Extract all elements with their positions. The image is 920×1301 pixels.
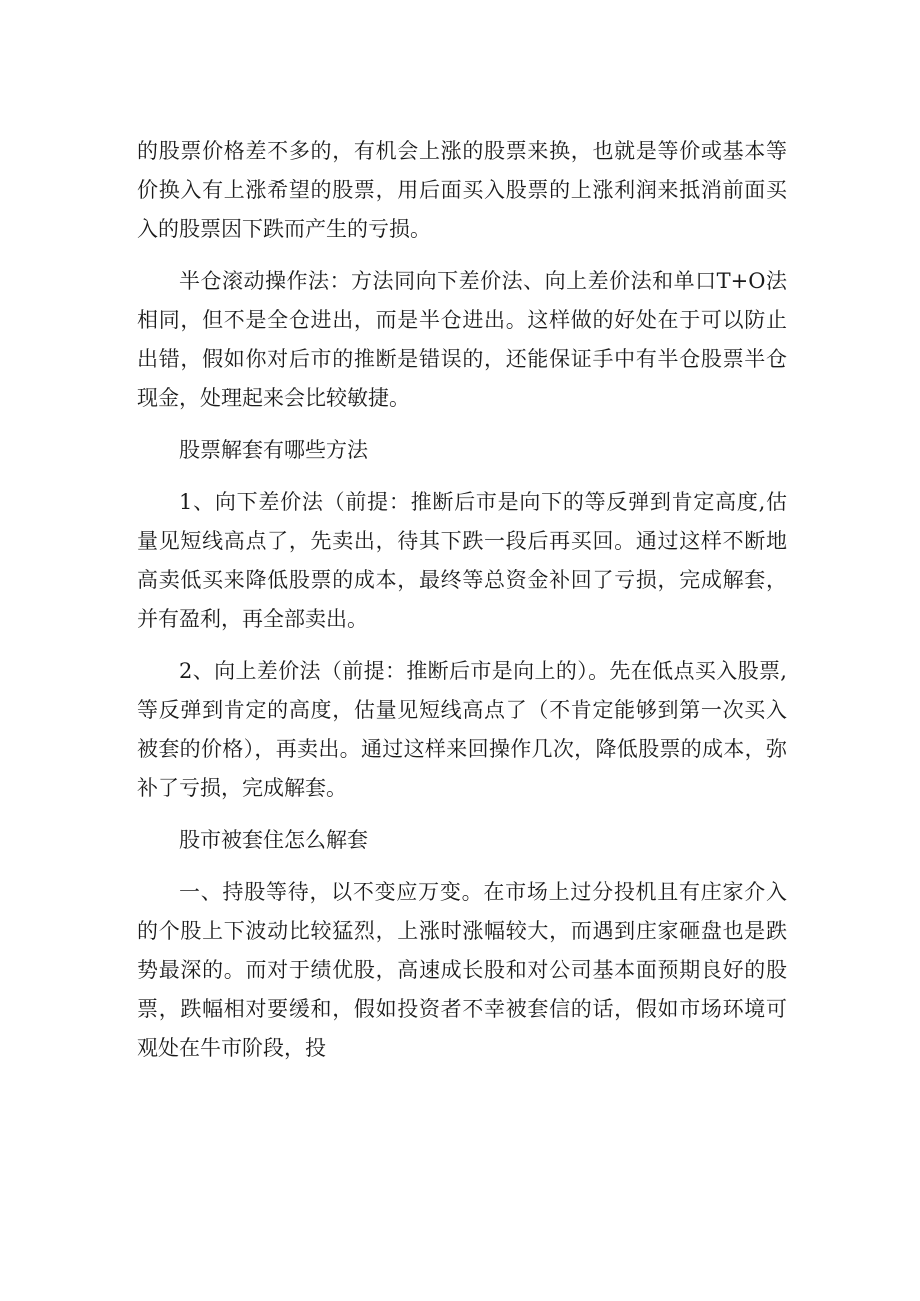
paragraph-downward-spread-method: 1、向下差价法（前提：推断后市是向下的等反弹到肯定高度,估量见短线高点了，先卖出，待其下跌一段后再买回。通过这样不断地高卖低买来降低股票的成本，最终等总资金补回了亏损，完成解套，并有盈利，再全部卖出。 xyxy=(137,490,787,631)
section-heading-how-to-unlock: 股市被套住怎么解套 xyxy=(179,828,368,852)
document-body xyxy=(137,132,787,1081)
paragraph-half-position-rolling: 半仓滚动操作法：方法同向下差价法、向上差价法和单口T+O法相同，但不是全仓进出，而是半仓进出。这样做的好处在于可以防止出错，假如你对后市的推断是错误的，还能保证手中有半仓股票半仓现金，处理起来会比较敏捷。 xyxy=(137,269,787,410)
paragraph-continuation: 的股票价格差不多的，有机会上涨的股票来换，也就是等价或基本等价换入有上涨希望的股票，用后面买入股票的上涨利润来抵消前面买入的股票因下跌而产生的亏损。 xyxy=(137,139,787,241)
paragraph-upward-spread-method: 2、向上差价法（前提：推断后市是向上的）。先在低点买入股票,等反弹到肯定的高度，估量见短线高点了（不肯定能够到第一次买入被套的价格），再卖出。通过这样来回操作几次，降低股票的成本，弥补了亏损，完成解套。 xyxy=(137,659,787,800)
section-heading-unlock-methods: 股票解套有哪些方法 xyxy=(179,438,368,462)
paragraph-hold-and-wait: 一、持股等待，以不变应万变。在市场上过分投机且有庄家介入的个股上下波动比较猛烈，上涨时涨幅较大，而遇到庄家砸盘也是跌势最深的。而对于绩优股，高速成长股和对公司基本面预期良好的股票，跌幅相对要缓和，假如投资者不幸被套信的话，假如市场环境可观处在牛市阶段，投 xyxy=(137,880,787,1060)
